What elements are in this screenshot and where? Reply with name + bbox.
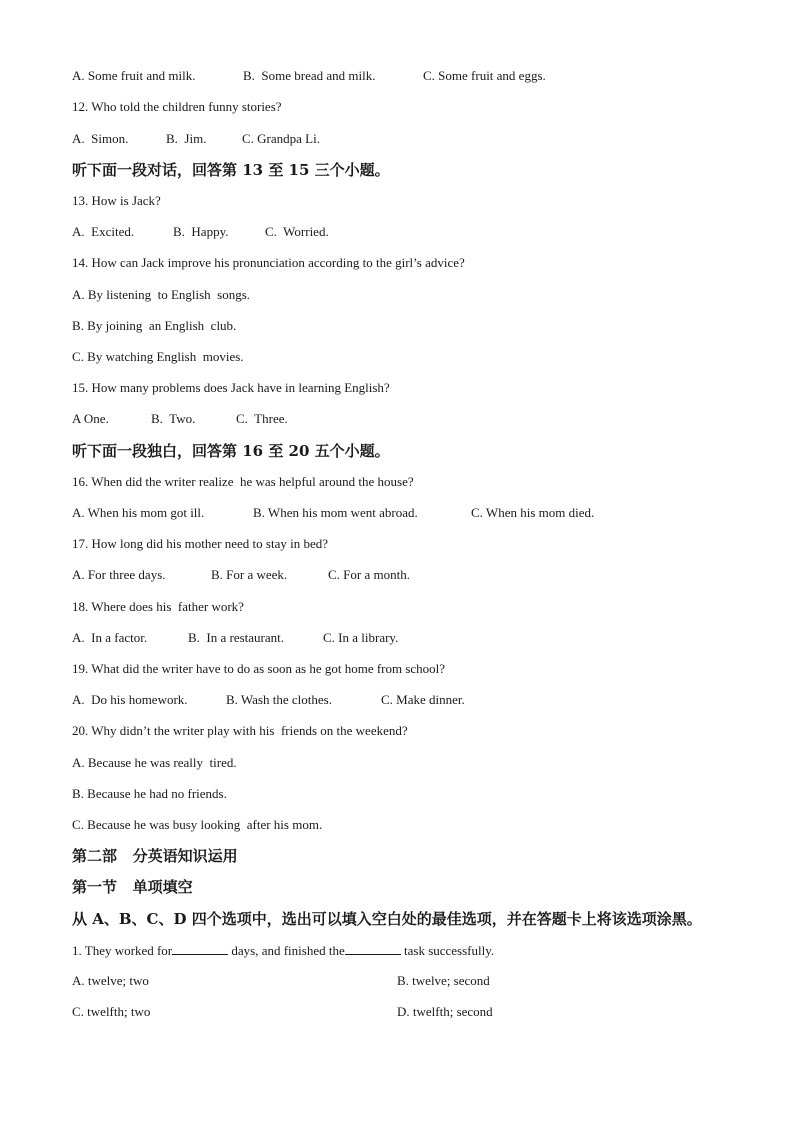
q18-option-c: C. In a library. [323,630,399,645]
q13-option-a: A. Excited. [72,224,135,239]
q19-option-b: B. Wash the clothes. [226,692,332,707]
q1-blank-2 [345,942,401,955]
q17-option-a: A. For three days. [72,567,166,582]
q19-option-a: A. Do his homework. [72,692,188,707]
q20-option-c: C. Because he was busy looking after his mom. [72,817,323,832]
q13-option-b: B. Happy. [173,224,229,239]
q13-option-c: C. Worried. [265,224,329,239]
q1-option-a: A. twelve; two [72,973,149,988]
q13-question: 13. How is Jack? [72,193,161,208]
q1-question [72,942,494,959]
q1-option-d: D. twelfth; second [397,1004,493,1019]
section-heading-16-20: 听下面一段独白，回答第 16 至 20 五个小题。 [72,442,390,460]
q12-option-a: A. Simon. [72,131,129,146]
q15-option-b: B. Two. [151,411,196,426]
q19-option-c: C. Make dinner. [381,692,465,707]
q17-question: 17. How long did his mother need to stay in bed? [72,536,328,551]
q20-option-b: B. Because he had no friends. [72,786,227,801]
q14-option-b: B. By joining an English club. [72,318,237,333]
q12-option-b: B. Jim. [166,131,207,146]
instructions: 从 A、B、C、D 四个选项中，选出可以填入空白处的最佳选项，并在答题卡上将该选项涂黑。 [72,910,702,928]
q1-option-c: C. twelfth; two [72,1004,151,1019]
q1-option-b: B. twelve; second [397,973,490,988]
q16-question: 16. When did the writer realize he was helpful around the house? [72,474,414,489]
q18-question: 18. Where does his father work? [72,599,244,614]
q12-option-c: C. Grandpa Li. [242,131,320,146]
q16-option-b: B. When his mom went abroad. [253,505,418,520]
section1-title: 第一节 单项填空 [72,878,193,896]
q14-option-a: A. By listening to English songs. [72,287,251,302]
q14-question: 14. How can Jack improve his pronunciation according to the girl’s advice? [72,255,465,270]
q11-option-c: C. Some fruit and eggs. [423,68,546,83]
q12-question: 12. Who told the children funny stories? [72,99,282,114]
q14-option-c: C. By watching English movies. [72,349,244,364]
q1-text-middle: days, and finished the [228,943,345,958]
q19-question: 19. What did the writer have to do as soon as he got home from school? [72,661,446,676]
q20-question: 20. Why didn’t the writer play with his friends on the weekend? [72,723,408,738]
q15-question: 15. How many problems does Jack have in learning English? [72,380,390,395]
q17-option-b: B. For a week. [211,567,288,582]
q15-option-c: C. Three. [236,411,288,426]
q20-option-a: A. Because he was really tired. [72,755,237,770]
q11-option-b: B. Some bread and milk. [243,68,376,83]
q1-text-before: 1. They worked for [72,943,173,958]
q16-option-c: C. When his mom died. [471,505,595,520]
q16-option-a: A. When his mom got ill. [72,505,205,520]
q11-option-a: A. Some fruit and milk. [72,68,196,83]
q15-option-a: A One. [72,411,109,426]
q18-option-b: B. In a restaurant. [188,630,285,645]
q1-text-after: task successfully. [400,943,495,958]
q17-option-c: C. For a month. [328,567,410,582]
q18-option-a: A. In a factor. [72,630,148,645]
q1-blank-1 [172,942,228,955]
part2-title: 第二部 分英语知识运用 [72,847,238,865]
section-heading-13-15: 听下面一段对话，回答第 13 至 15 三个小题。 [72,161,390,179]
